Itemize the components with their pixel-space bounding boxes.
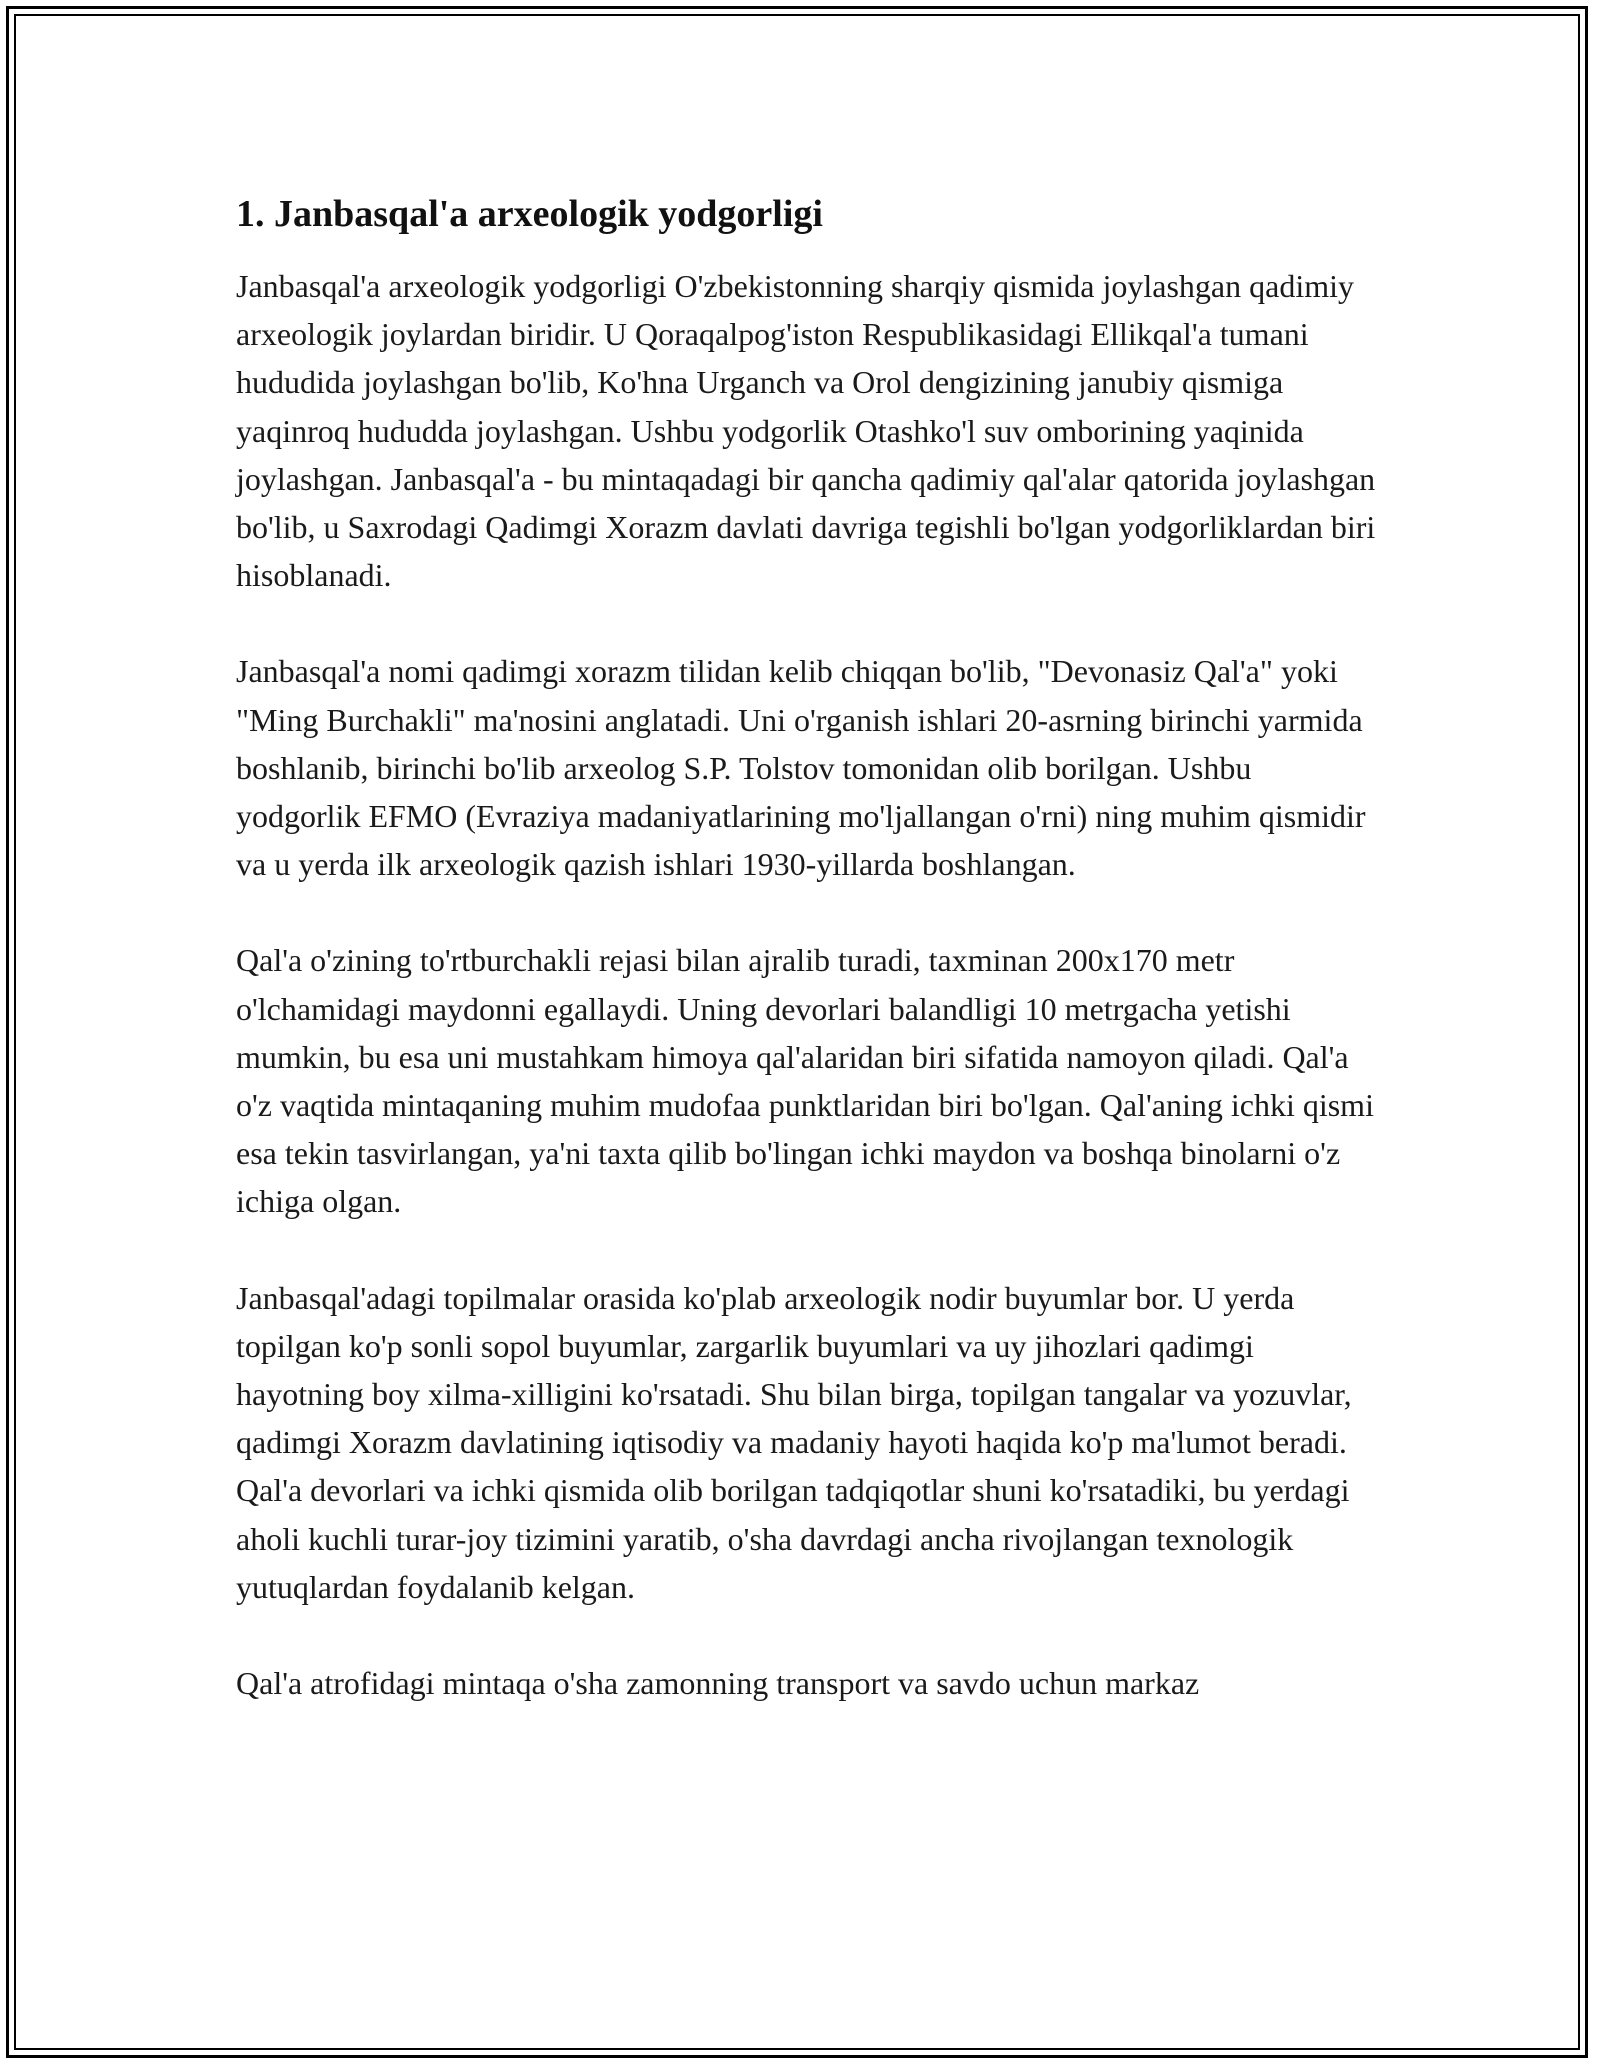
paragraph-2: Janbasqal'a nomi qadimgi xorazm tilidan kelib chiqqan bo'lib, "Devonasiz Qal'a" yoki "Ming Burchakli" ma'nosini anglatadi. Uni o'rganish ishlari 20-asrning birinchi yarmida boshlanib, birinchi bo'lib arxeolog S.P. Tolstov tomonidan olib borilgan. Ushbu yodgorlik EFMO (Evraziya madaniyatlarining mo'ljallangan o'rni) ning muhim qismidir va u yerda ilk arxeologik qazish ishlari 1930-yillarda boshlangan. — [236, 653, 1366, 883]
section-heading: 1. Janbasqal'a arxeologik yodgorligi — [236, 193, 823, 235]
paragraph-3: Qal'a o'zining to'rtburchakli rejasi bilan ajralib turadi, taxminan 200x170 metr o'lchamidagi maydonni egallaydi. Uning devorlari balandligi 10 metrgacha yetishi mumkin, bu esa uni mustahkam himoya qal'alaridan biri sifatida namoyon qiladi. Qal'a o'z vaqtida mintaqaning muhim mudofaa punktlaridan biri bo'lgan. Qal'aning ichki qismi esa tekin tasvirlangan, ya'ni taxta qilib bo'lingan ichki maydon va boshqa binolarni o'z ichiga olgan. — [236, 942, 1374, 1220]
paragraph-1: Janbasqal'a arxeologik yodgorligi O'zbekistonning sharqiy qismida joylashgan qadimiy arxeologik joylardan biridir. U Qoraqalpog'iston Respublikasidagi Ellikqal'a tumani hududida joylashgan bo'lib, Ko'hna Urganch va Orol dengizining janubiy qismiga yaqinroq hududda joylashgan. Ushbu yodgorlik Otashko'l suv omborining yaqinida joylashgan. Janbasqal'a - bu mintaqadagi bir qancha qadimiy qal'alar qatorida joylashgan bo'lib, u Saxrodagi Qadimgi Xorazm davlati davriga tegishli bo'lgan yodgorliklardan biri hisoblanadi. — [236, 268, 1376, 594]
paragraph-5: Qal'a atrofidagi mintaqa o'sha zamonning transport va savdo uchun markaz — [236, 1665, 1200, 1702]
paragraph-4: Janbasqal'adagi topilmalar orasida ko'plab arxeologik nodir buyumlar bor. U yerda topilgan ko'p sonli sopol buyumlar, zargarlik buyumlari va uy jihozlari qadimgi hayotning boy xilma-xilligini ko'rsatadi. Shu bilan birga, topilgan tangalar va yozuvlar, qadimgi Xorazm davlatining iqtisodiy va madaniy hayoti haqida ko'p ma'lumot beradi. Qal'a devorlari va ichki qismida olib borilgan tadqiqotlar shuni ko'rsatadiki, bu yerdagi aholi kuchli turar-joy tizimini yaratib, o'sha davrdagi ancha rivojlangan texnologik yutuqlardan foydalanib kelgan. — [236, 1279, 1352, 1605]
document-body — [236, 188, 1376, 1755]
